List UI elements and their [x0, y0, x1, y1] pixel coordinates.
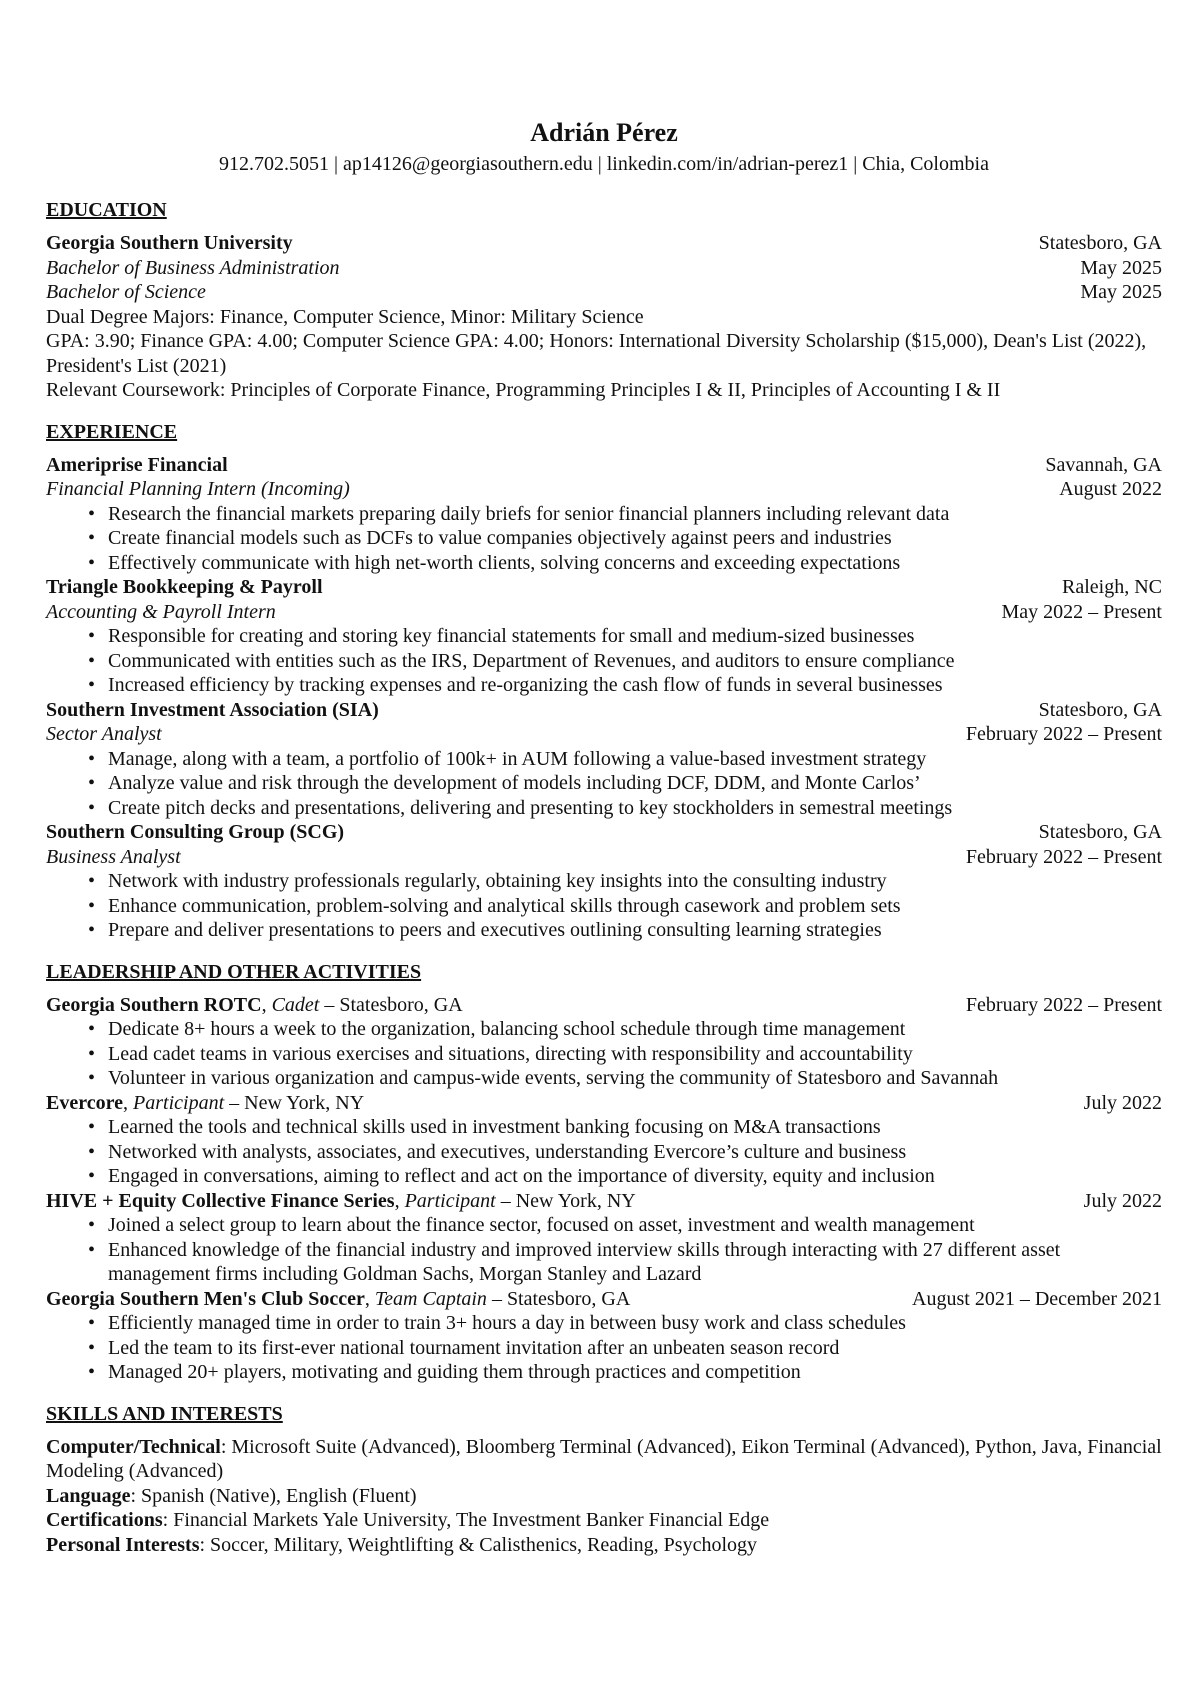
bullet-item: • Efficiently managed time in order to train 3+ hours a day in between busy work and class schedules [108, 1311, 1162, 1336]
education-entry [46, 231, 1162, 403]
bullet-list [46, 869, 1162, 943]
activity-role: Participant [133, 1091, 225, 1114]
bullet-item: • Enhance communication, problem-solving and analytical skills through casework and problem sets [108, 894, 1162, 919]
school-name: Georgia Southern University [46, 232, 293, 254]
bullet-item: • Engaged in conversations, aiming to reflect and act on the importance of diversity, equity and inclusion [108, 1164, 1162, 1189]
skill-label: Certifications [46, 1509, 163, 1531]
job-title: Accounting & Payroll Intern [46, 600, 276, 623]
bullet-item: • Manage, along with a team, a portfolio of 100k+ in AUM following a value-based investment strategy [108, 747, 1162, 772]
bullet-list [46, 1017, 1162, 1091]
bullet-item: • Learned the tools and technical skills used in investment banking focusing on M&A transactions [108, 1115, 1162, 1140]
skill-label: Computer/Technical [46, 1435, 221, 1458]
skill-value: : Microsoft Suite (Advanced), Bloomberg Terminal (Advanced), Eikon Terminal (Advanced), Python, Java, Financial Modeling (Advanced) [46, 1435, 1162, 1482]
skill-label: Personal Interests [46, 1533, 200, 1556]
resume-page [46, 118, 1162, 1557]
job-dates: May 2022 – Present [1001, 600, 1162, 623]
experience-list [46, 453, 1162, 943]
bullet-item: • Create financial models such as DCFs to value companies objectively against peers and industries [108, 526, 1162, 551]
bullet-item: • Communicated with entities such as the IRS, Department of Revenues, and auditors to ensure compliance [108, 649, 1162, 674]
degree-name: Bachelor of Science [46, 281, 206, 303]
organization-name: Georgia Southern ROTC [46, 993, 262, 1016]
bullet-list [46, 1115, 1162, 1189]
activity-location: – New York, NY [495, 1189, 636, 1212]
bullet-item: • Lead cadet teams in various exercises and situations, directing with responsibility and accountability [108, 1042, 1162, 1067]
entry-header-row [46, 1287, 1162, 1312]
degree-date: May 2025 [1080, 256, 1162, 279]
bullet-list [46, 1311, 1162, 1385]
bullet-list [46, 747, 1162, 821]
organization-name: Georgia Southern Men's Club Soccer [46, 1287, 365, 1310]
degree-name: Bachelor of Business Administration [46, 256, 340, 279]
organization-name: Ameriprise Financial [46, 453, 228, 476]
activity-role: Team Captain [374, 1287, 487, 1310]
activity-location: – Statesboro, GA [319, 993, 463, 1016]
activity-title [46, 1287, 630, 1312]
experience-entry [46, 453, 1162, 576]
organization-name: Southern Investment Association (SIA) [46, 698, 379, 721]
separator: , [364, 1287, 375, 1310]
experience-heading: EXPERIENCE [46, 420, 178, 443]
activity-entry [46, 1287, 1162, 1385]
bullet-item: • Network with industry professionals regularly, obtaining key insights into the consulting industry [108, 869, 1162, 894]
separator: , [394, 1189, 405, 1212]
skills-list [46, 1435, 1162, 1558]
bullet-item: • Prepare and deliver presentations to peers and executives outlining consulting learning strategies [108, 918, 1162, 943]
school-location: Statesboro, GA [1038, 232, 1162, 254]
bullet-item: • Analyze value and risk through the development of models including DCF, DDM, and Monte Carlos’ [108, 771, 1162, 796]
entry-header-row [46, 820, 1162, 845]
entry-header-row [46, 1091, 1162, 1116]
skill-line [46, 1435, 1162, 1484]
skills-heading: SKILLS AND INTERESTS [46, 1402, 283, 1425]
activity-dates: February 2022 – Present [965, 993, 1162, 1016]
skill-line [46, 1484, 1162, 1509]
job-dates: February 2022 – Present [965, 845, 1162, 868]
organization-name: Evercore [46, 1091, 124, 1114]
job-title: Business Analyst [46, 845, 181, 868]
skill-value: : Financial Markets Yale University, The Investment Banker Financial Edge [162, 1509, 770, 1531]
skills-section [46, 1402, 1162, 1558]
entry-header-row [46, 575, 1162, 600]
organization-location: Raleigh, NC [1062, 576, 1162, 598]
bullet-item: • Research the financial markets preparing daily briefs for senior financial planners including relevant data [108, 502, 1162, 527]
entry-role-row [46, 600, 1162, 625]
job-dates: February 2022 – Present [965, 723, 1162, 745]
organization-name: Triangle Bookkeeping & Payroll [46, 576, 323, 598]
bullet-item: • Create pitch decks and presentations, delivering and presenting to key stockholders in semestral meetings [108, 796, 1162, 821]
bullet-item: • Increased efficiency by tracking expenses and re-organizing the cash flow of funds in several businesses [108, 673, 1162, 698]
activity-title [46, 993, 463, 1018]
leadership-section [46, 960, 1162, 1385]
contact-line: 912.702.5051 | ap14126@georgiasouthern.edu | linkedin.com/in/adrian-perez1 | Chia, Colombia [219, 153, 989, 175]
entry-role-row [46, 845, 1162, 870]
entry-role-row [46, 477, 1162, 502]
degree-date: May 2025 [1080, 281, 1162, 303]
bullet-item: • Managed 20+ players, motivating and guiding them through practices and competition [108, 1360, 1162, 1385]
organization-location: Savannah, GA [1045, 453, 1162, 476]
bullet-item: • Networked with analysts, associates, and executives, understanding Evercore’s culture and business [108, 1140, 1162, 1165]
bullet-item: • Dedicate 8+ hours a week to the organization, balancing school schedule through time management [108, 1017, 1162, 1042]
activity-role: Cadet [271, 993, 320, 1016]
activity-title [46, 1091, 364, 1116]
entry-header-row [46, 698, 1162, 723]
activity-entry [46, 993, 1162, 1091]
bullet-item: • Effectively communicate with high net-worth clients, solving concerns and exceeding expectations [108, 551, 1162, 576]
skill-value: : Spanish (Native), English (Fluent) [130, 1484, 417, 1507]
skill-label: Language [46, 1484, 131, 1507]
organization-location: Statesboro, GA [1038, 698, 1162, 721]
bullet-list [46, 624, 1162, 698]
activity-dates: August 2021 – December 2021 [912, 1287, 1162, 1310]
activity-role: Participant [404, 1189, 496, 1212]
separator: , [123, 1091, 134, 1114]
bullet-item: • Joined a select group to learn about the finance sector, focused on asset, investment and wealth management [108, 1213, 1162, 1238]
bullet-item: • Enhanced knowledge of the financial industry and improved interview skills through interacting with 27 different asset management firms including Goldman Sachs, Morgan Stanley and Lazard [108, 1238, 1162, 1287]
organization-name: Southern Consulting Group (SCG) [46, 821, 345, 843]
leadership-list [46, 993, 1162, 1385]
entry-header-row [46, 993, 1162, 1018]
gpa-line: GPA: 3.90; Finance GPA: 4.00; Computer Science GPA: 4.00; Honors: International Diversity Scholarship ($15,000), Dean's List (2022), President's List (2021) [46, 330, 1147, 377]
education-heading: EDUCATION [46, 199, 167, 221]
entry-header-row [46, 1189, 1162, 1214]
organization-name: HIVE + Equity Collective Finance Series [46, 1189, 395, 1212]
bullet-list [46, 502, 1162, 576]
separator: , [261, 993, 272, 1016]
bullet-item: • Volunteer in various organization and campus-wide events, serving the community of Statesboro and Savannah [108, 1066, 1162, 1091]
experience-entry [46, 575, 1162, 698]
activity-entry [46, 1091, 1162, 1189]
activity-dates: July 2022 [1083, 1091, 1162, 1114]
entry-header-row [46, 453, 1162, 478]
bullet-list [46, 1213, 1162, 1287]
experience-section [46, 420, 1162, 943]
candidate-name: Adrián Pérez [530, 118, 678, 147]
entry-role-row [46, 722, 1162, 747]
bullet-item: • Responsible for creating and storing key financial statements for small and medium-sized businesses [108, 624, 1162, 649]
education-section [46, 198, 1162, 403]
majors-line: Dual Degree Majors: Finance, Computer Science, Minor: Military Science [46, 305, 644, 328]
activity-title [46, 1189, 636, 1214]
activity-entry [46, 1189, 1162, 1287]
job-title: Sector Analyst [46, 723, 162, 745]
activity-location: – Statesboro, GA [486, 1287, 631, 1310]
organization-location: Statesboro, GA [1038, 821, 1162, 843]
experience-entry [46, 698, 1162, 821]
activity-location: – New York, NY [224, 1091, 365, 1114]
experience-entry [46, 820, 1162, 943]
leadership-heading: LEADERSHIP AND OTHER ACTIVITIES [46, 960, 422, 983]
activity-dates: July 2022 [1083, 1189, 1162, 1212]
coursework-line: Relevant Coursework: Principles of Corporate Finance, Programming Principles I & II, Principles of Accounting I & II [46, 379, 1001, 401]
job-dates: August 2022 [1059, 478, 1162, 500]
skill-value: : Soccer, Military, Weightlifting & Calisthenics, Reading, Psychology [199, 1533, 758, 1556]
skill-line [46, 1533, 1162, 1558]
bullet-item: • Led the team to its first-ever national tournament invitation after an unbeaten season record [108, 1336, 1162, 1361]
job-title: Financial Planning Intern (Incoming) [46, 478, 350, 500]
skill-line [46, 1508, 1162, 1533]
